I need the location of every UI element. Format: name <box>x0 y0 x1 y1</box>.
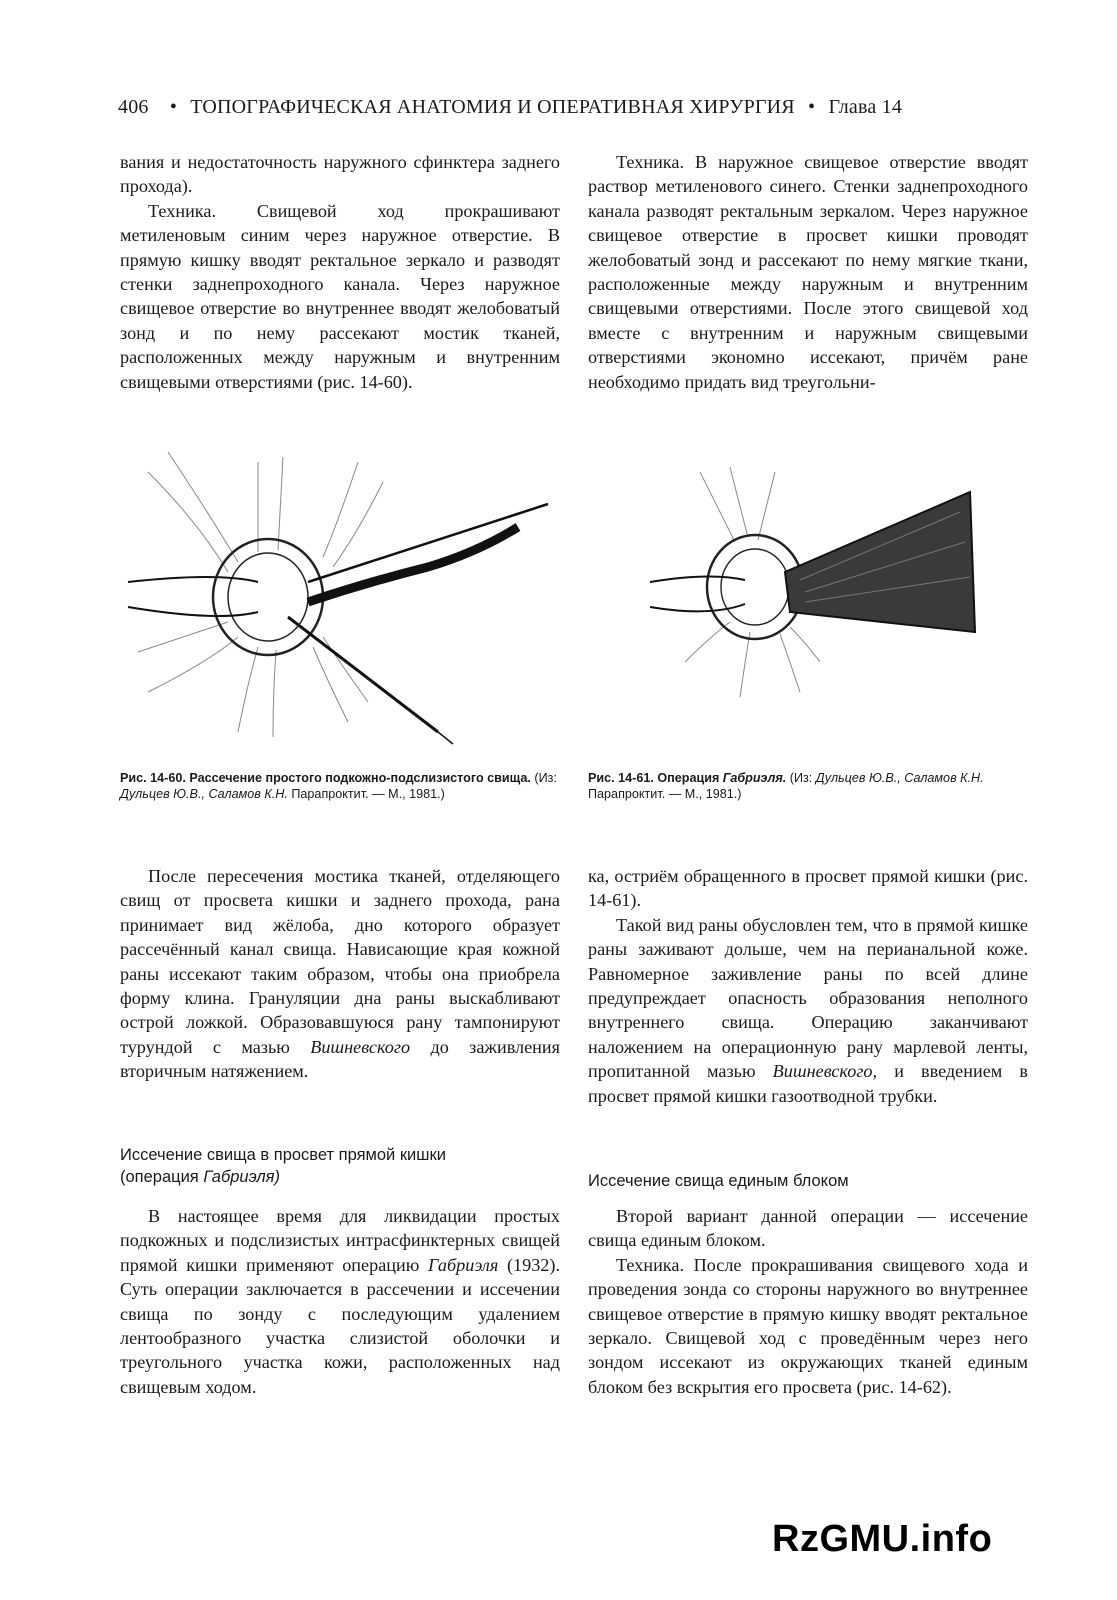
figure-title: Рассечение простого подкожно-подслизистого свища. <box>189 771 531 785</box>
paragraph: ка, остриём обращенного в просвет прямой кишки (рис. 14-61). <box>588 866 1028 911</box>
right-column-block-text <box>588 1204 1028 1399</box>
source-authors: Дульцев Ю.В., Саламов К.Н. <box>120 787 288 802</box>
paragraph-text: В настоящее время для ликвидации простых подкожных и подслизистых интрасфинктерных свищей прямой кишки применяют операцию <box>120 1206 560 1275</box>
surgeon-name: Габриэля) <box>203 1168 280 1186</box>
paragraph: вания и недостаточность наружного сфинктера заднего прохода). <box>120 152 560 197</box>
page-number: 406 <box>118 96 149 118</box>
source-rest: Парапроктит. — М., 1981.) <box>588 787 742 802</box>
figure-14-60-illustration <box>108 432 558 752</box>
figure-14-60-caption <box>120 770 565 803</box>
figure-14-61-caption <box>588 770 1033 803</box>
heading-line: Иссечение свища в просвет прямой кишки <box>120 1146 446 1164</box>
fistula-tract <box>308 527 518 602</box>
paragraph-text: (1932). Суть операции заключается в рассечении и иссечении свища по зонду с последующим удалением лентообразного участка слизистой оболочки и треугольного участка кожи, расположенных над свищевым ходом. <box>120 1254 561 1397</box>
paragraph-text: до заживления вторичным натяжением. <box>120 1036 561 1082</box>
paragraph <box>588 913 1028 1108</box>
paragraph: Техника. В наружное свищевое отверстие вводят раствор метиленового синего. Стенки заднепроходного канала разводят ректальным зеркалом. Через наружное свищевое отверстие в просвет кишки проводят желобоватый зонд и рассекают по нему мягкие ткани, расположенные между наружным и внутренним свищевыми отверстиями. После этого свищевой ход вместе с внутренним и наружным свищевыми отверстиями экономно иссекают, причём ране необходимо придать вид треугольни- <box>588 152 1028 392</box>
right-column-bottom <box>588 864 1028 1108</box>
chapter-label: Глава 14 <box>828 96 903 118</box>
paragraph: Второй вариант данной операции — иссечение свища единым блоком. <box>588 1206 1028 1251</box>
figure-title-pre: Операция <box>657 771 720 785</box>
running-header <box>118 96 998 119</box>
source-rest: Парапроктит. — М., 1981.) <box>291 787 445 802</box>
header-bullet-2: • <box>808 96 816 118</box>
paragraph-text: и введением в просвет прямой кишки газоотводной трубки. <box>588 1061 1028 1106</box>
paragraph: Техника. После прокрашивания свищевого хода и проведения зонда со стороны наружного во внутреннее свищевое отверстие в прямую кишку вводят ректальное зеркало. Свищевой ход с проведённым через него зондом иссекают из окружающих тканей единым блоком без вскрытия его просвета (рис. 14-62). <box>588 1254 1028 1397</box>
paragraph-text: После пересечения мостика тканей, отделяющего свищ от просвета кишки и заднего прохода, рана принимает вид жёлоба, дно которого образует рассечённый канал свища. Нависающие края кожной раны иссекают таким образом, чтобы она приобрела форму клина. Грануляции дна раны выскабливают острой ложкой. Образовавшуюся рану тампонируют турундой с мазью <box>120 866 560 1057</box>
speculum-blade <box>128 577 258 582</box>
excised-wedge <box>785 492 975 632</box>
figure-14-61-illustration <box>640 462 980 702</box>
figure-label: Рис. 14-60. <box>120 771 186 785</box>
book-title: ТОПОГРАФИЧЕСКАЯ АНАТОМИЯ И ОПЕРАТИВНАЯ ХИРУРГИЯ <box>190 96 795 118</box>
source-open: (Из: <box>534 771 557 785</box>
heading-text: (операция <box>120 1168 199 1186</box>
speculum-blade <box>650 576 745 582</box>
left-column-top <box>120 150 560 394</box>
paragraph: Техника. Свищевой ход прокрашивают метиленовым синим через наружное отверстие. В прямую кишку вводят ректальное зеркало и разводят стенки заднепроходного канала. Через наружное свищевое отверстие во внутреннее вводят желобоватый зонд и по нему рассекают мостик тканей, расположенных между наружным и внутренним свищевыми отверстиями (рис. 14-60). <box>120 200 560 392</box>
surgeon-name: Вишневского <box>310 1036 411 1057</box>
paragraph-text: Такой вид раны обусловлен тем, что в прямой кишке раны заживают дольше, чем на перианальной коже. Равномерное заживление раны по всей длине предупреждает опасность образования неполного внутреннего свища. Операцию заканчивают наложением на операционную рану марлевой ленты, пропитанной мазью <box>588 914 1028 1082</box>
tissue-hatching <box>138 452 383 737</box>
source-open: (Из: <box>789 771 813 785</box>
heading-line <box>120 1166 560 1188</box>
surgeon-name: Габриэля <box>428 1254 499 1275</box>
anal-ring <box>213 539 323 655</box>
surgeon-name: Вишневского, <box>772 1061 878 1082</box>
paragraph <box>120 1204 560 1399</box>
section-heading-block: Иссечение свища единым блоком <box>588 1172 849 1190</box>
source-authors: Дульцев Ю.В., Саламов К.Н. <box>815 771 984 785</box>
paragraph <box>120 864 560 1084</box>
section-heading-gabriel <box>120 1144 560 1188</box>
site-watermark: RzGMU.info <box>772 1518 993 1560</box>
header-bullet: • <box>169 96 178 118</box>
left-column-bottom <box>120 864 560 1084</box>
left-column-gabriel-text <box>120 1204 560 1399</box>
figure-label: Рис. 14-61. <box>588 771 654 785</box>
grooved-probe <box>288 617 438 732</box>
right-column-top <box>588 150 1028 394</box>
figure-title-name: Габриэля. <box>722 771 787 785</box>
